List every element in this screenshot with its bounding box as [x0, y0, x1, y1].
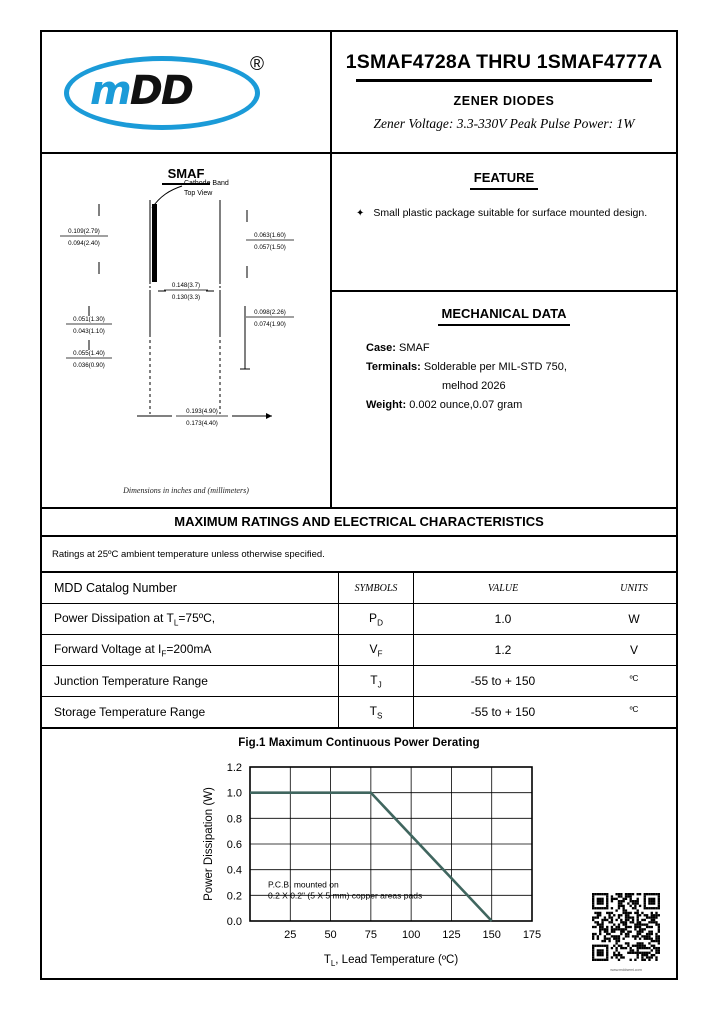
product-type: ZENER DIODES — [453, 94, 555, 108]
dim-left-low-max: 0.055(1.40) — [73, 350, 105, 357]
row-param: Forward Voltage at $I_F=200mA$ — [42, 635, 339, 666]
x-tick-label: 75 — [364, 929, 377, 941]
chart-annotation-line1: P.C.B. mounted on — [268, 879, 339, 890]
row-symbol: $T_S$ — [339, 697, 414, 729]
qr-code[interactable] — [592, 893, 660, 972]
svg-text:Top View: Top View — [184, 190, 213, 197]
y-tick-label: 0.2 — [226, 890, 242, 903]
feature-item — [356, 207, 662, 220]
y-tick-label: 1.0 — [226, 787, 242, 800]
qr-url-caption: www.mddsemi.com — [610, 967, 642, 972]
dim-left-top-min: 0.094(2.40) — [68, 240, 100, 247]
header-title-cell — [332, 32, 676, 152]
derating-chart-section — [42, 729, 676, 984]
mechanical-data-section — [332, 292, 676, 507]
chart-title: Fig.1 Maximum Continuous Power Derating — [238, 737, 480, 749]
package-title: SMAF — [42, 166, 330, 181]
logo-letter-m: m — [90, 68, 130, 114]
package-outline-drawing — [42, 154, 332, 509]
package-and-info — [42, 154, 676, 509]
table-row — [42, 604, 676, 635]
dim-left-low-min: 0.036(0.90) — [73, 362, 105, 369]
title-divider — [356, 79, 652, 82]
registered-trademark-icon: ® — [250, 54, 264, 75]
table-header-row — [42, 573, 676, 604]
row-unit: V — [592, 635, 676, 666]
x-axis-label: $T_L$, Lead Temperature (ºC) — [323, 954, 459, 968]
dim-right-bot-min: 0.074(1.90) — [254, 321, 286, 328]
dim-right-bot-max: 0.098(2.26) — [254, 309, 286, 316]
feature-item-text: Small plastic package suitable for surface mounted design. — [373, 207, 648, 219]
part-number-title: 1SMAF4728A THRU 1SMAF4777A — [345, 51, 663, 73]
row-unit: ºC — [592, 697, 676, 729]
y-tick-label: 0.4 — [226, 864, 242, 877]
bullet-diamond-icon: ✦ — [356, 208, 365, 219]
mech-case-value: SMAF — [399, 342, 430, 354]
dim-bottom-min: 0.173(4.40) — [186, 420, 218, 427]
row-unit: ºC — [592, 666, 676, 697]
row-value: 1.2 — [414, 635, 593, 666]
mech-case-row — [366, 339, 676, 358]
dimensions-caption: Dimensions in inches and (millimeters) — [123, 486, 249, 495]
x-tick-label: 100 — [401, 929, 421, 941]
table-row — [42, 697, 676, 729]
dim-center-min: 0.130(3.3) — [171, 294, 201, 301]
logo-letters-dd: DD — [129, 68, 193, 114]
derating-chart — [42, 749, 678, 969]
row-param: Storage Temperature Range — [42, 697, 339, 729]
row-value: -55 to + 150 — [414, 666, 593, 697]
mechanical-body — [366, 339, 676, 415]
dim-left-top-max: 0.109(2.79) — [68, 228, 100, 235]
mech-case-label: Case: — [366, 342, 396, 354]
chart-annotation-line2: 0.2 X 0.2" (5 X 5 mm) copper areas pads — [268, 890, 423, 901]
dim-right-top-min: 0.057(1.50) — [254, 244, 286, 251]
spec-summary: Zener Voltage: 3.3-330V Peak Pulse Power: 1W — [373, 116, 635, 131]
col-header-value: VALUE — [414, 573, 593, 604]
row-symbol: $T_J$ — [339, 666, 414, 697]
logo-wordmark — [90, 69, 192, 113]
x-tick-label: 50 — [324, 929, 337, 941]
mech-terminals-value: Solderable per MIL-STD 750, — [423, 361, 567, 373]
cathode-band-mark — [152, 204, 157, 282]
row-value: 1.0 — [414, 604, 593, 635]
mech-terminals-row — [366, 358, 676, 377]
dim-center-max: 0.148(3.7) — [171, 282, 201, 289]
table-row — [42, 635, 676, 666]
mech-weight-row — [366, 396, 676, 415]
ratings-note: Ratings at 25ºC ambient temperature unless otherwise specified. — [42, 537, 676, 573]
y-tick-label: 0.6 — [226, 839, 242, 851]
x-tick-label: 150 — [482, 929, 501, 941]
y-axis-label: Power Dissipation (W) — [203, 787, 215, 901]
mdd-logo — [64, 48, 294, 140]
mech-weight-value: 0.002 ounce,0.07 gram — [409, 399, 523, 411]
row-symbol: $P_D$ — [339, 604, 414, 635]
feature-heading: FEATURE — [332, 170, 676, 185]
header-logo-cell — [42, 32, 332, 152]
row-value: -55 to + 150 — [414, 697, 593, 729]
page-frame — [40, 30, 678, 980]
row-unit: W — [592, 604, 676, 635]
mechanical-heading: MECHANICAL DATA — [332, 306, 676, 321]
ratings-heading: MAXIMUM RATINGS AND ELECTRICAL CHARACTERISTICS — [42, 509, 676, 537]
col-header-catalog: MDD Catalog Number — [42, 573, 339, 604]
mech-weight-label: Weight: — [366, 399, 407, 411]
x-tick-label: 175 — [522, 929, 542, 941]
mech-terminals-value2: melhod 2026 — [442, 380, 506, 392]
ratings-table — [42, 573, 676, 729]
dim-left-bot-min: 0.043(1.10) — [73, 328, 105, 335]
table-row — [42, 666, 676, 697]
col-header-units: UNITS — [592, 573, 676, 604]
col-header-symbols: SYMBOLS — [339, 573, 414, 604]
row-param: Junction Temperature Range — [42, 666, 339, 697]
row-param: Power Dissipation at $T_L=75ºC$, — [42, 604, 339, 635]
x-tick-label: 25 — [284, 929, 297, 941]
x-tick-label: 125 — [442, 929, 461, 941]
y-tick-label: 1.2 — [226, 762, 242, 774]
dim-right-top-max: 0.063(1.60) — [254, 232, 286, 239]
y-tick-label: 0.8 — [226, 813, 242, 826]
info-panel — [332, 154, 676, 507]
qr-code-image[interactable] — [592, 893, 660, 961]
package-drawing-panel — [42, 154, 332, 507]
dim-left-bot-max: 0.051(1.30) — [73, 316, 105, 323]
dim-bottom-max: 0.193(4.90) — [186, 408, 218, 415]
mech-terminals-label: Terminals: — [366, 361, 421, 373]
svg-text:Cathode Band: Cathode Band — [184, 180, 229, 187]
feature-section — [332, 154, 676, 292]
row-symbol: $V_F$ — [339, 635, 414, 666]
header — [42, 32, 676, 154]
y-tick-label: 0.0 — [226, 916, 242, 928]
